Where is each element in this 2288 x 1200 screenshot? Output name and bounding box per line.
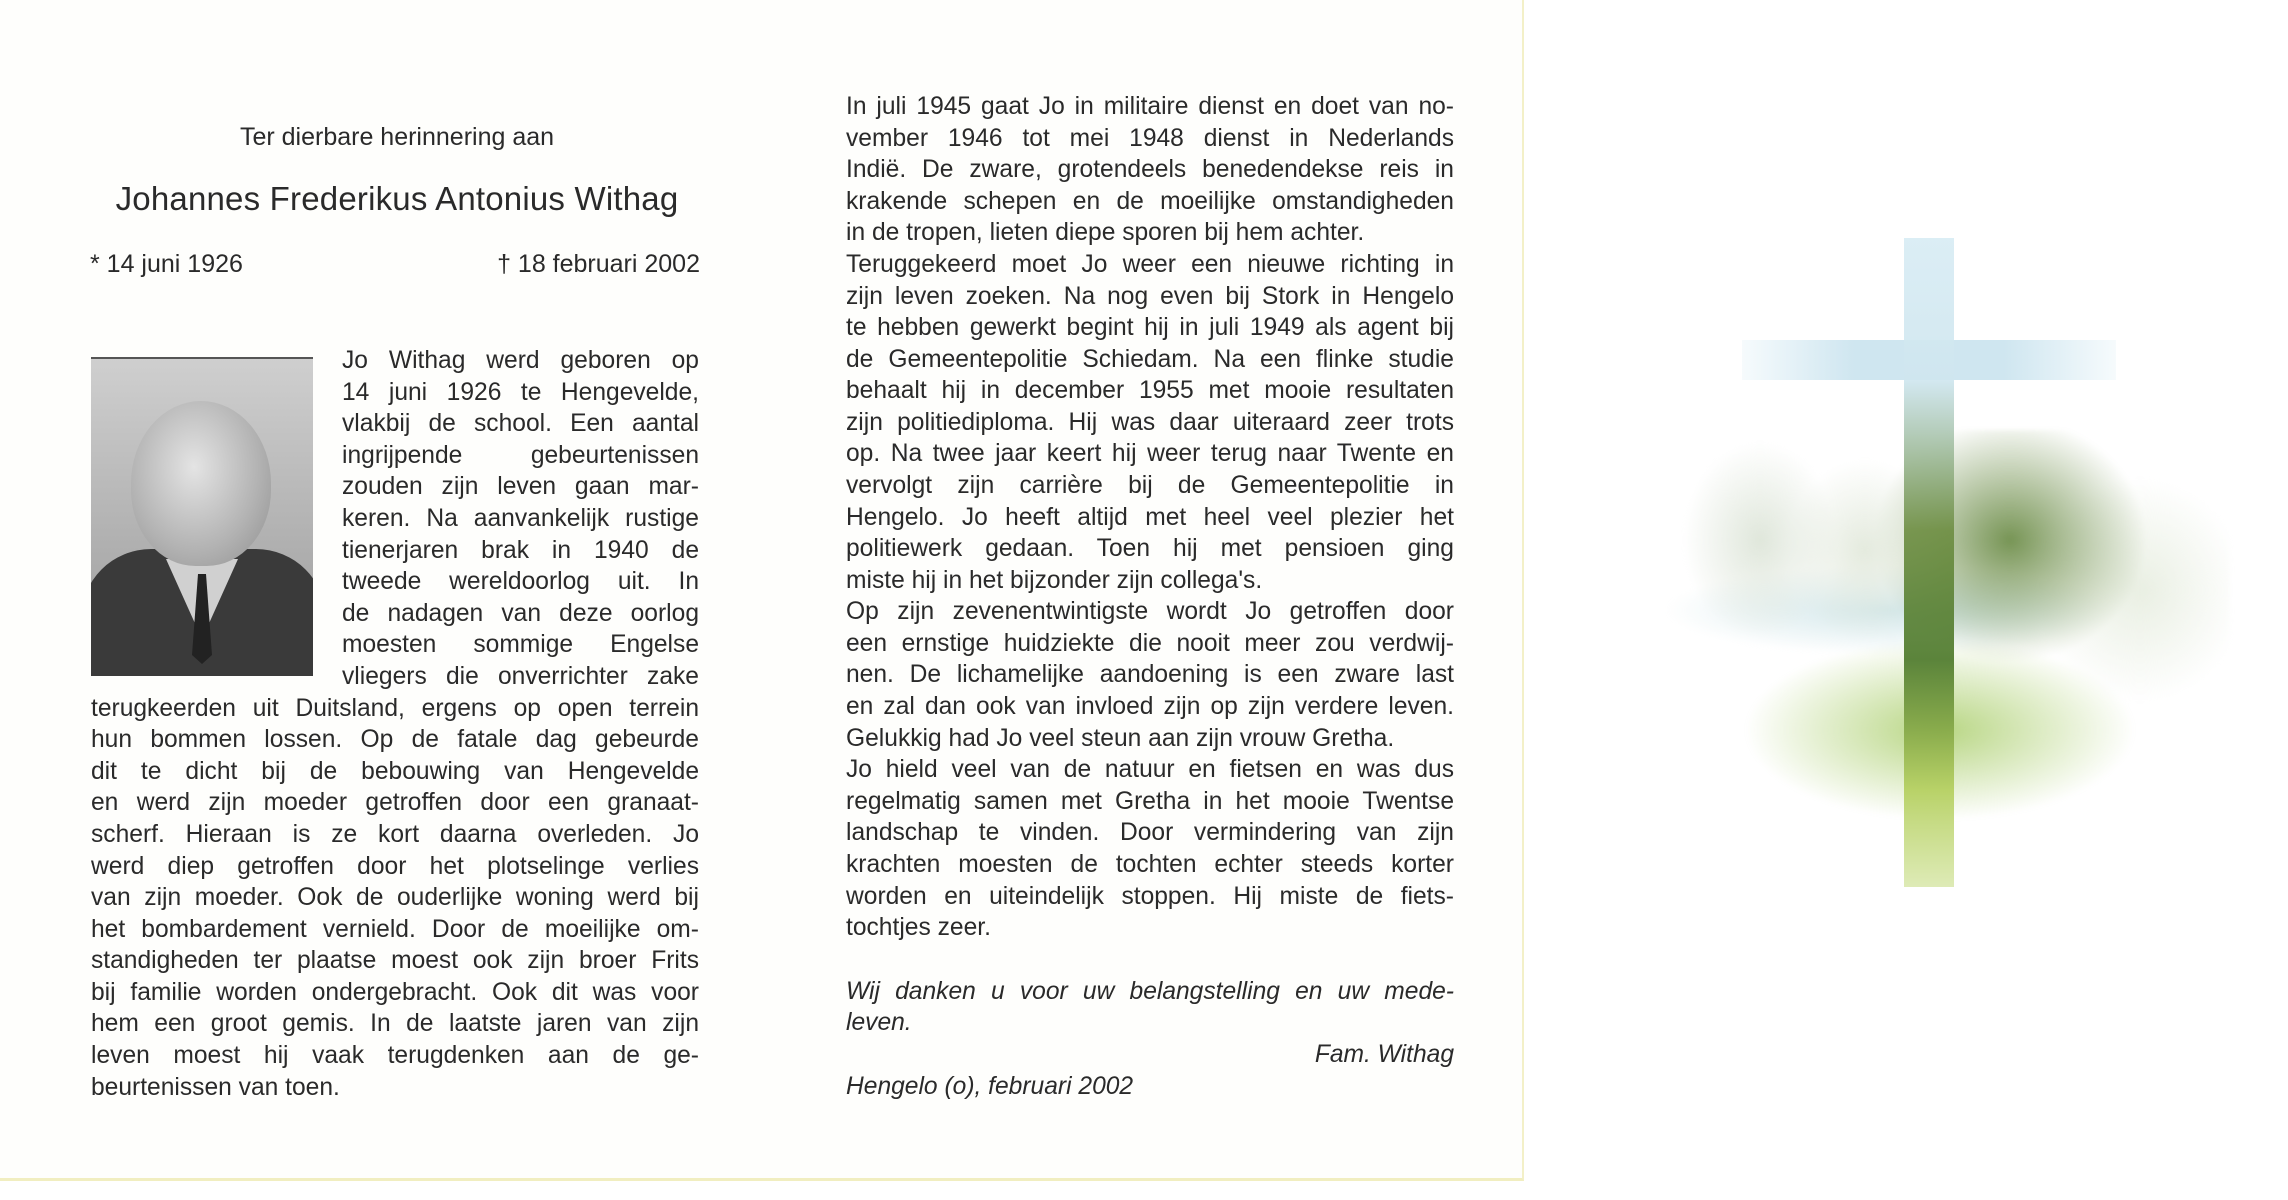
bio-line: zijn politiediploma. Hij was daar uiteraard zeer trots: [846, 409, 1454, 436]
bio-line: dit te dicht bij de bebouwing van Hengevelde: [91, 758, 699, 785]
bio-line: Teruggekeerd moet Jo weer een nieuwe richting in: [846, 251, 1454, 278]
bio-line: een ernstige huidziekte die nooit meer zou verdwij-: [846, 630, 1454, 657]
bio-line: Jo hield veel van de natuur en fietsen en was dus: [846, 756, 1454, 783]
bio-line: keren. Na aanvankelijk rustige: [342, 505, 699, 532]
bio-line: leven moest hij vaak terugdenken aan de ge-: [91, 1042, 699, 1069]
bio-line: landschap te vinden. Door vermindering van zijn: [846, 819, 1454, 846]
bio-line: werd diep getroffen door het plotselinge verlies: [91, 853, 699, 880]
bio-line: vlakbij de school. Een aantal: [342, 410, 699, 437]
portrait-face: [131, 401, 271, 566]
birth-date: * 14 juni 1926: [90, 250, 243, 278]
bio-line: beurtenissen van toen.: [91, 1074, 340, 1101]
bio-line: moesten sommige Engelse: [342, 631, 699, 658]
bio-line: Gelukkig had Jo veel steun aan zijn vrouw Gretha.: [846, 725, 1395, 752]
bio-line: nen. De lichamelijke aandoening is een zware last: [846, 661, 1454, 688]
bio-line: worden en uiteindelijk stoppen. Hij miste de fiets-: [846, 883, 1454, 910]
bio-line: vliegers die onverrichter zake: [342, 663, 699, 690]
thanks-line: leven.: [846, 1009, 912, 1036]
bio-line: de nadagen van deze oorlog: [342, 600, 699, 627]
cross-vertical-beam: [1904, 238, 1954, 887]
bio-line: en zal dan ook van invloed zijn op zijn verdere leven.: [846, 693, 1454, 720]
deceased-name: Johannes Frederikus Antonius Withag: [115, 180, 679, 217]
intro-text: Ter dierbare herinnering aan: [239, 123, 555, 151]
bio-line: miste hij in het bijzonder zijn collega's.: [846, 567, 1263, 594]
bio-line: Jo Withag werd geboren op: [342, 347, 699, 374]
bio-line: tochtjes zeer.: [846, 914, 991, 941]
bio-line: Op zijn zevenentwintigste wordt Jo getroffen door: [846, 598, 1454, 625]
bio-line: vember 1946 tot mei 1948 dienst in Nederlands: [846, 125, 1454, 152]
bio-line: hem een groot gemis. In de laatste jaren van zijn: [91, 1010, 699, 1037]
bio-line: Indië. De zware, grotendeels benedendekse reis in: [846, 156, 1454, 183]
bio-line: en werd zijn moeder getroffen door een granaat-: [91, 789, 699, 816]
bio-line: tienerjaren brak in 1940 de: [342, 537, 699, 564]
family-signature: Fam. Withag: [1314, 1041, 1454, 1068]
place-date: Hengelo (o), februari 2002: [846, 1073, 1134, 1100]
bio-line: Hengelo. Jo heeft altijd met heel veel plezier het: [846, 504, 1454, 531]
bio-line: vervolgt zijn carrière bij de Gemeentepolitie in: [846, 472, 1454, 499]
bio-line: ingrijpende gebeurtenissen: [342, 442, 699, 469]
bio-line: regelmatig samen met Gretha in het mooie Twentse: [846, 788, 1454, 815]
death-date: † 18 februari 2002: [497, 250, 700, 278]
bio-line: 14 juni 1926 te Hengevelde,: [342, 379, 699, 406]
bio-line: te hebben gewerkt begint hij in juli 1949 als agent bij: [846, 314, 1454, 341]
bio-line: tweede wereldoorlog uit. In: [342, 568, 699, 595]
bio-line: behaalt hij in december 1955 met mooie resultaten: [846, 377, 1454, 404]
bio-line: terugkeerden uit Duitsland, ergens op open terrein: [91, 695, 699, 722]
bio-line: de Gemeentepolitie Schiedam. Na een flinke studie: [846, 346, 1454, 373]
bio-line: standigheden ter plaatse moest ook zijn broer Frits: [91, 947, 699, 974]
bio-line: scherf. Hieraan is ze kort daarna overleden. Jo: [91, 821, 699, 848]
bio-line: zouden zijn leven gaan mar-: [342, 473, 699, 500]
bio-line: van zijn moeder. Ook de ouderlijke woning werd bij: [91, 884, 699, 911]
bio-line: hun bommen lossen. Op de fatale dag gebeurde: [91, 726, 699, 753]
bio-line: politiewerk gedaan. Toen hij met pensioen ging: [846, 535, 1454, 562]
thanks-line: Wij danken u voor uw belangstelling en uw mede-: [846, 978, 1454, 1005]
bio-line: krakende schepen en de moeilijke omstandigheden: [846, 188, 1454, 215]
bio-line: In juli 1945 gaat Jo in militaire dienst en doet van no-: [846, 93, 1454, 120]
bio-line: het bombardement vernield. Door de moeilijke om-: [91, 916, 699, 943]
bio-line: bij familie worden ondergebracht. Ook dit was voor: [91, 979, 699, 1006]
bio-line: in de tropen, lieten diepe sporen bij hem achter.: [846, 219, 1365, 246]
bio-line: zijn leven zoeken. Na nog even bij Stork in Hengelo: [846, 283, 1454, 310]
bio-line: krachten moesten de tochten echter steeds korter: [846, 851, 1454, 878]
bio-line: op. Na twee jaar keert hij weer terug naar Twente en: [846, 440, 1454, 467]
portrait-photo: [91, 357, 313, 676]
